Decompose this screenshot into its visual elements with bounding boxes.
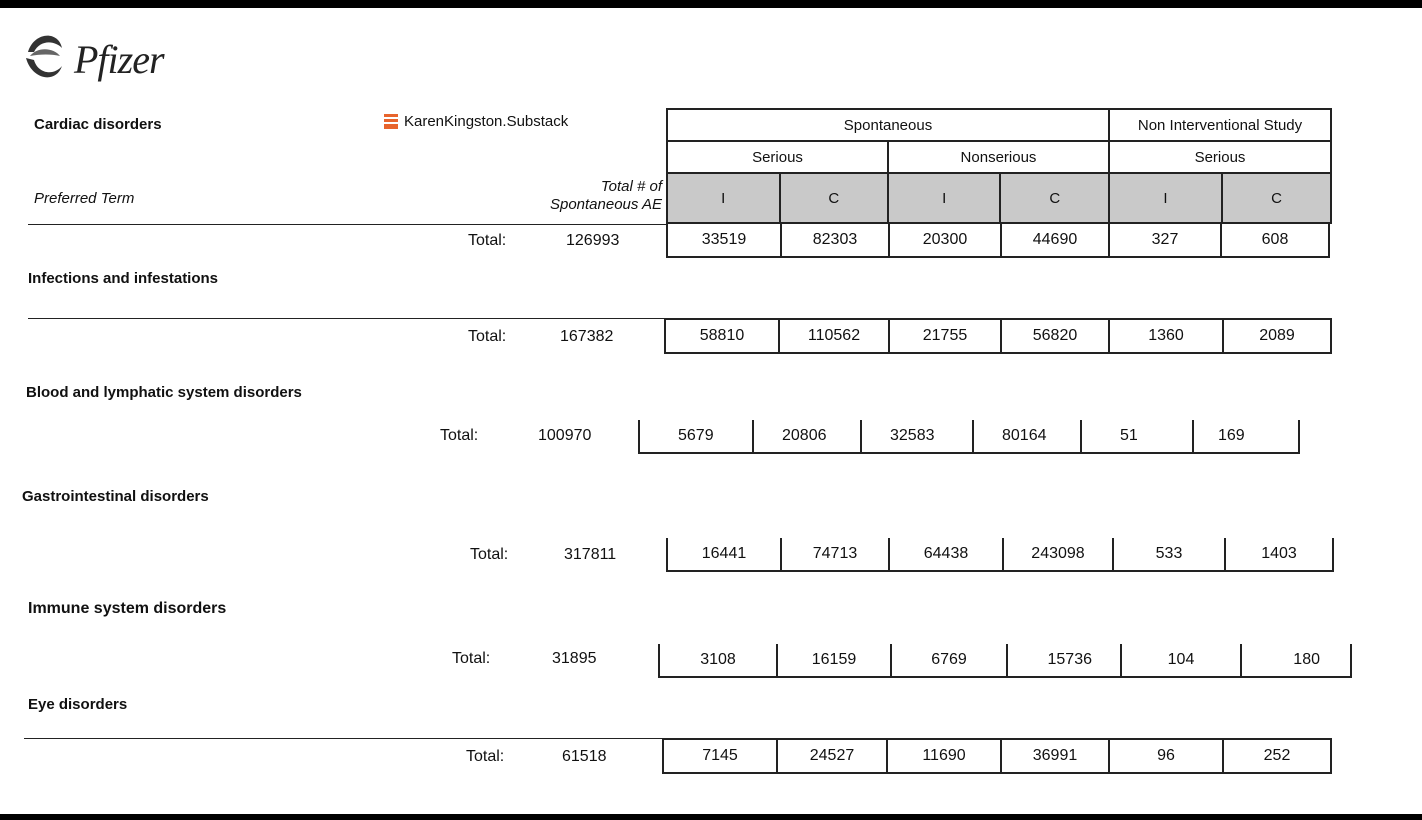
watermark [384, 113, 568, 130]
table-row [638, 420, 1300, 454]
cell-nonserious-c: 44690 [1000, 224, 1108, 256]
row-total: 61518 [562, 748, 607, 765]
section-title: Immune system disorders [28, 600, 227, 617]
row-total: 100970 [538, 427, 592, 444]
total-label: Total: [470, 546, 509, 563]
cell-nis-i: 1360 [1108, 320, 1222, 352]
total-label: Total: [452, 650, 491, 667]
total-label: Total: [468, 232, 507, 249]
cell-serious-c: 110562 [778, 320, 888, 352]
cell-serious-i: 3108 [700, 651, 736, 668]
cell-nis-c: 608 [1220, 224, 1328, 256]
subgroup-serious-nis: Serious [1109, 141, 1331, 173]
divider [28, 224, 666, 225]
divider [24, 738, 662, 739]
section-title: Cardiac disorders [34, 116, 162, 133]
cell-serious-i: 33519 [701, 231, 747, 248]
cell-nonserious-i: 32583 [860, 420, 972, 452]
cell-nis-c: 1403 [1224, 538, 1332, 570]
total-column-header-line2: Spontaneous AE [549, 196, 662, 213]
cell-nonserious-c: 56820 [1000, 320, 1108, 352]
divider [28, 318, 664, 319]
column-header-table [666, 108, 1332, 224]
total-label: Total: [440, 427, 479, 444]
total-column-header-line1: Total # of [600, 178, 662, 195]
cell-serious-c: 24527 [776, 740, 886, 772]
cell-nonserious-c: 243098 [1002, 538, 1112, 570]
table-row [664, 318, 1332, 354]
table-row [662, 738, 1332, 774]
subgroup-serious: Serious [667, 141, 888, 173]
cell-nis-c: 2089 [1222, 320, 1330, 352]
cell-nis-i: 96 [1108, 740, 1222, 772]
section-title: Infections and infestations [28, 270, 219, 287]
cell-nis-c: 180 [1240, 644, 1352, 676]
cell-nonserious-i: 64438 [888, 538, 1002, 570]
cell-nis-i: 51 [1080, 420, 1192, 452]
subgroup-nonserious: Nonserious [888, 141, 1109, 173]
table-row [666, 538, 1334, 572]
pfizer-swirl-icon [24, 26, 64, 96]
cell-nonserious-c: 80164 [972, 420, 1080, 452]
table-row [658, 644, 1352, 678]
cell-nonserious-c: 15736 [1006, 644, 1120, 676]
row-total: 126993 [566, 232, 620, 249]
row-total: 317811 [564, 546, 617, 563]
pfizer-wordmark: Pfizer [74, 37, 164, 82]
cell-serious-c: 20806 [752, 420, 860, 452]
cell-nonserious-i: 20300 [888, 224, 1000, 256]
section-title: Blood and lymphatic system disorders [26, 384, 302, 401]
col-i: I [667, 173, 780, 223]
cell-nis-i: 104 [1120, 644, 1240, 676]
row-total: 31895 [552, 650, 597, 667]
watermark-text: KarenKingston.Substack [404, 113, 569, 130]
section-title: Eye disorders [28, 696, 128, 713]
pfizer-logo [24, 18, 184, 110]
total-label: Total: [466, 748, 505, 765]
cell-serious-c: 74713 [780, 538, 888, 570]
cell-nis-i: 327 [1108, 224, 1220, 256]
col-c: C [1222, 173, 1331, 223]
cell-nis-c: 252 [1222, 740, 1330, 772]
document-page [0, 8, 1422, 814]
table-row [666, 224, 1330, 258]
cell-serious-i: 16441 [701, 545, 747, 562]
cell-nis-c: 169 [1192, 420, 1298, 452]
cell-serious-i: 58810 [699, 327, 745, 344]
preferred-term-header: Preferred Term [34, 190, 135, 207]
substack-icon [384, 114, 398, 129]
group-spontaneous: Spontaneous [667, 109, 1109, 141]
col-i: I [888, 173, 1001, 223]
cell-serious-i: 5679 [678, 427, 714, 444]
cell-nis-i: 533 [1112, 538, 1224, 570]
col-i: I [1109, 173, 1222, 223]
cell-serious-i: 7145 [702, 747, 738, 764]
cell-nonserious-c: 36991 [1000, 740, 1108, 772]
cell-nonserious-i: 11690 [886, 740, 1000, 772]
col-c: C [1000, 173, 1109, 223]
cell-nonserious-i: 6769 [890, 644, 1006, 676]
section-title: Gastrointestinal disorders [22, 488, 209, 505]
cell-serious-c: 16159 [776, 644, 890, 676]
group-non-interventional: Non Interventional Study [1109, 109, 1331, 141]
row-total: 167382 [560, 328, 614, 345]
cell-nonserious-i: 21755 [888, 320, 1000, 352]
cell-serious-c: 82303 [780, 224, 888, 256]
total-label: Total: [468, 328, 507, 345]
col-c: C [780, 173, 888, 223]
total-column-header [520, 178, 662, 214]
